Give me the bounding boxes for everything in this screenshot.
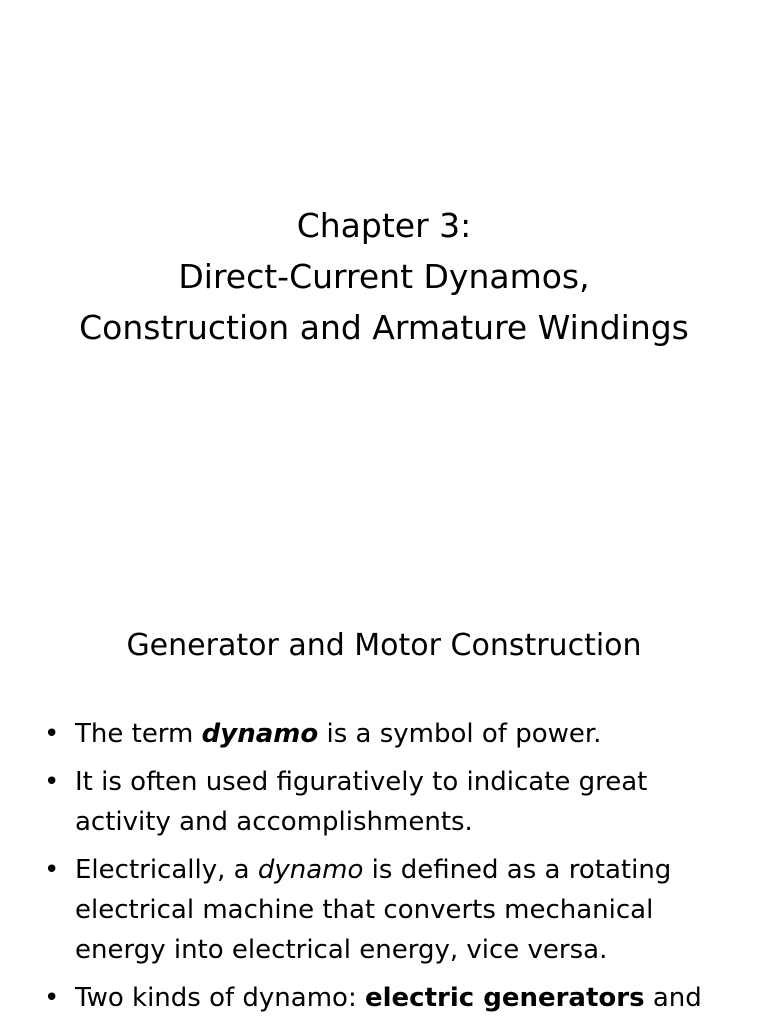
bullet-text: The term	[75, 719, 202, 749]
bullet-list	[44, 714, 728, 1024]
title-line-subject: Direct-Current Dynamos,	[178, 257, 590, 296]
bullet-text: Two kinds of dynamo:	[75, 983, 365, 1013]
emphasized-term: dynamo	[201, 719, 319, 749]
bold-term: electric generators	[364, 983, 645, 1013]
bullet-marker: •	[44, 767, 60, 797]
content-slide	[0, 576, 768, 1024]
bullet-item	[44, 762, 728, 842]
bullet-marker: •	[44, 855, 60, 885]
bullet-text: is a symbol of power.	[318, 719, 602, 749]
emphasized-term: dynamo	[257, 855, 364, 885]
bullet-text: is defined as a rotating electrical machine that converts mechanical energy into electrical energy, vice versa.	[75, 855, 672, 965]
bullet-text: It is often used figuratively to indicate great activity and accomplishments.	[75, 767, 648, 837]
bullet-item	[44, 850, 728, 970]
bullet-text: Electrically, a	[75, 855, 258, 885]
slide-heading: Generator and Motor Construction	[126, 628, 642, 663]
title-line-chapter: Chapter 3:	[296, 206, 472, 245]
bullet-marker: •	[44, 719, 60, 749]
bullet-text: and	[644, 983, 702, 1013]
title-line-topics: Construction and Armature Windings	[79, 308, 689, 347]
bullet-item	[44, 714, 728, 754]
slide-title	[0, 200, 768, 353]
bullet-marker: •	[44, 983, 60, 1013]
bullet-item	[44, 978, 728, 1018]
